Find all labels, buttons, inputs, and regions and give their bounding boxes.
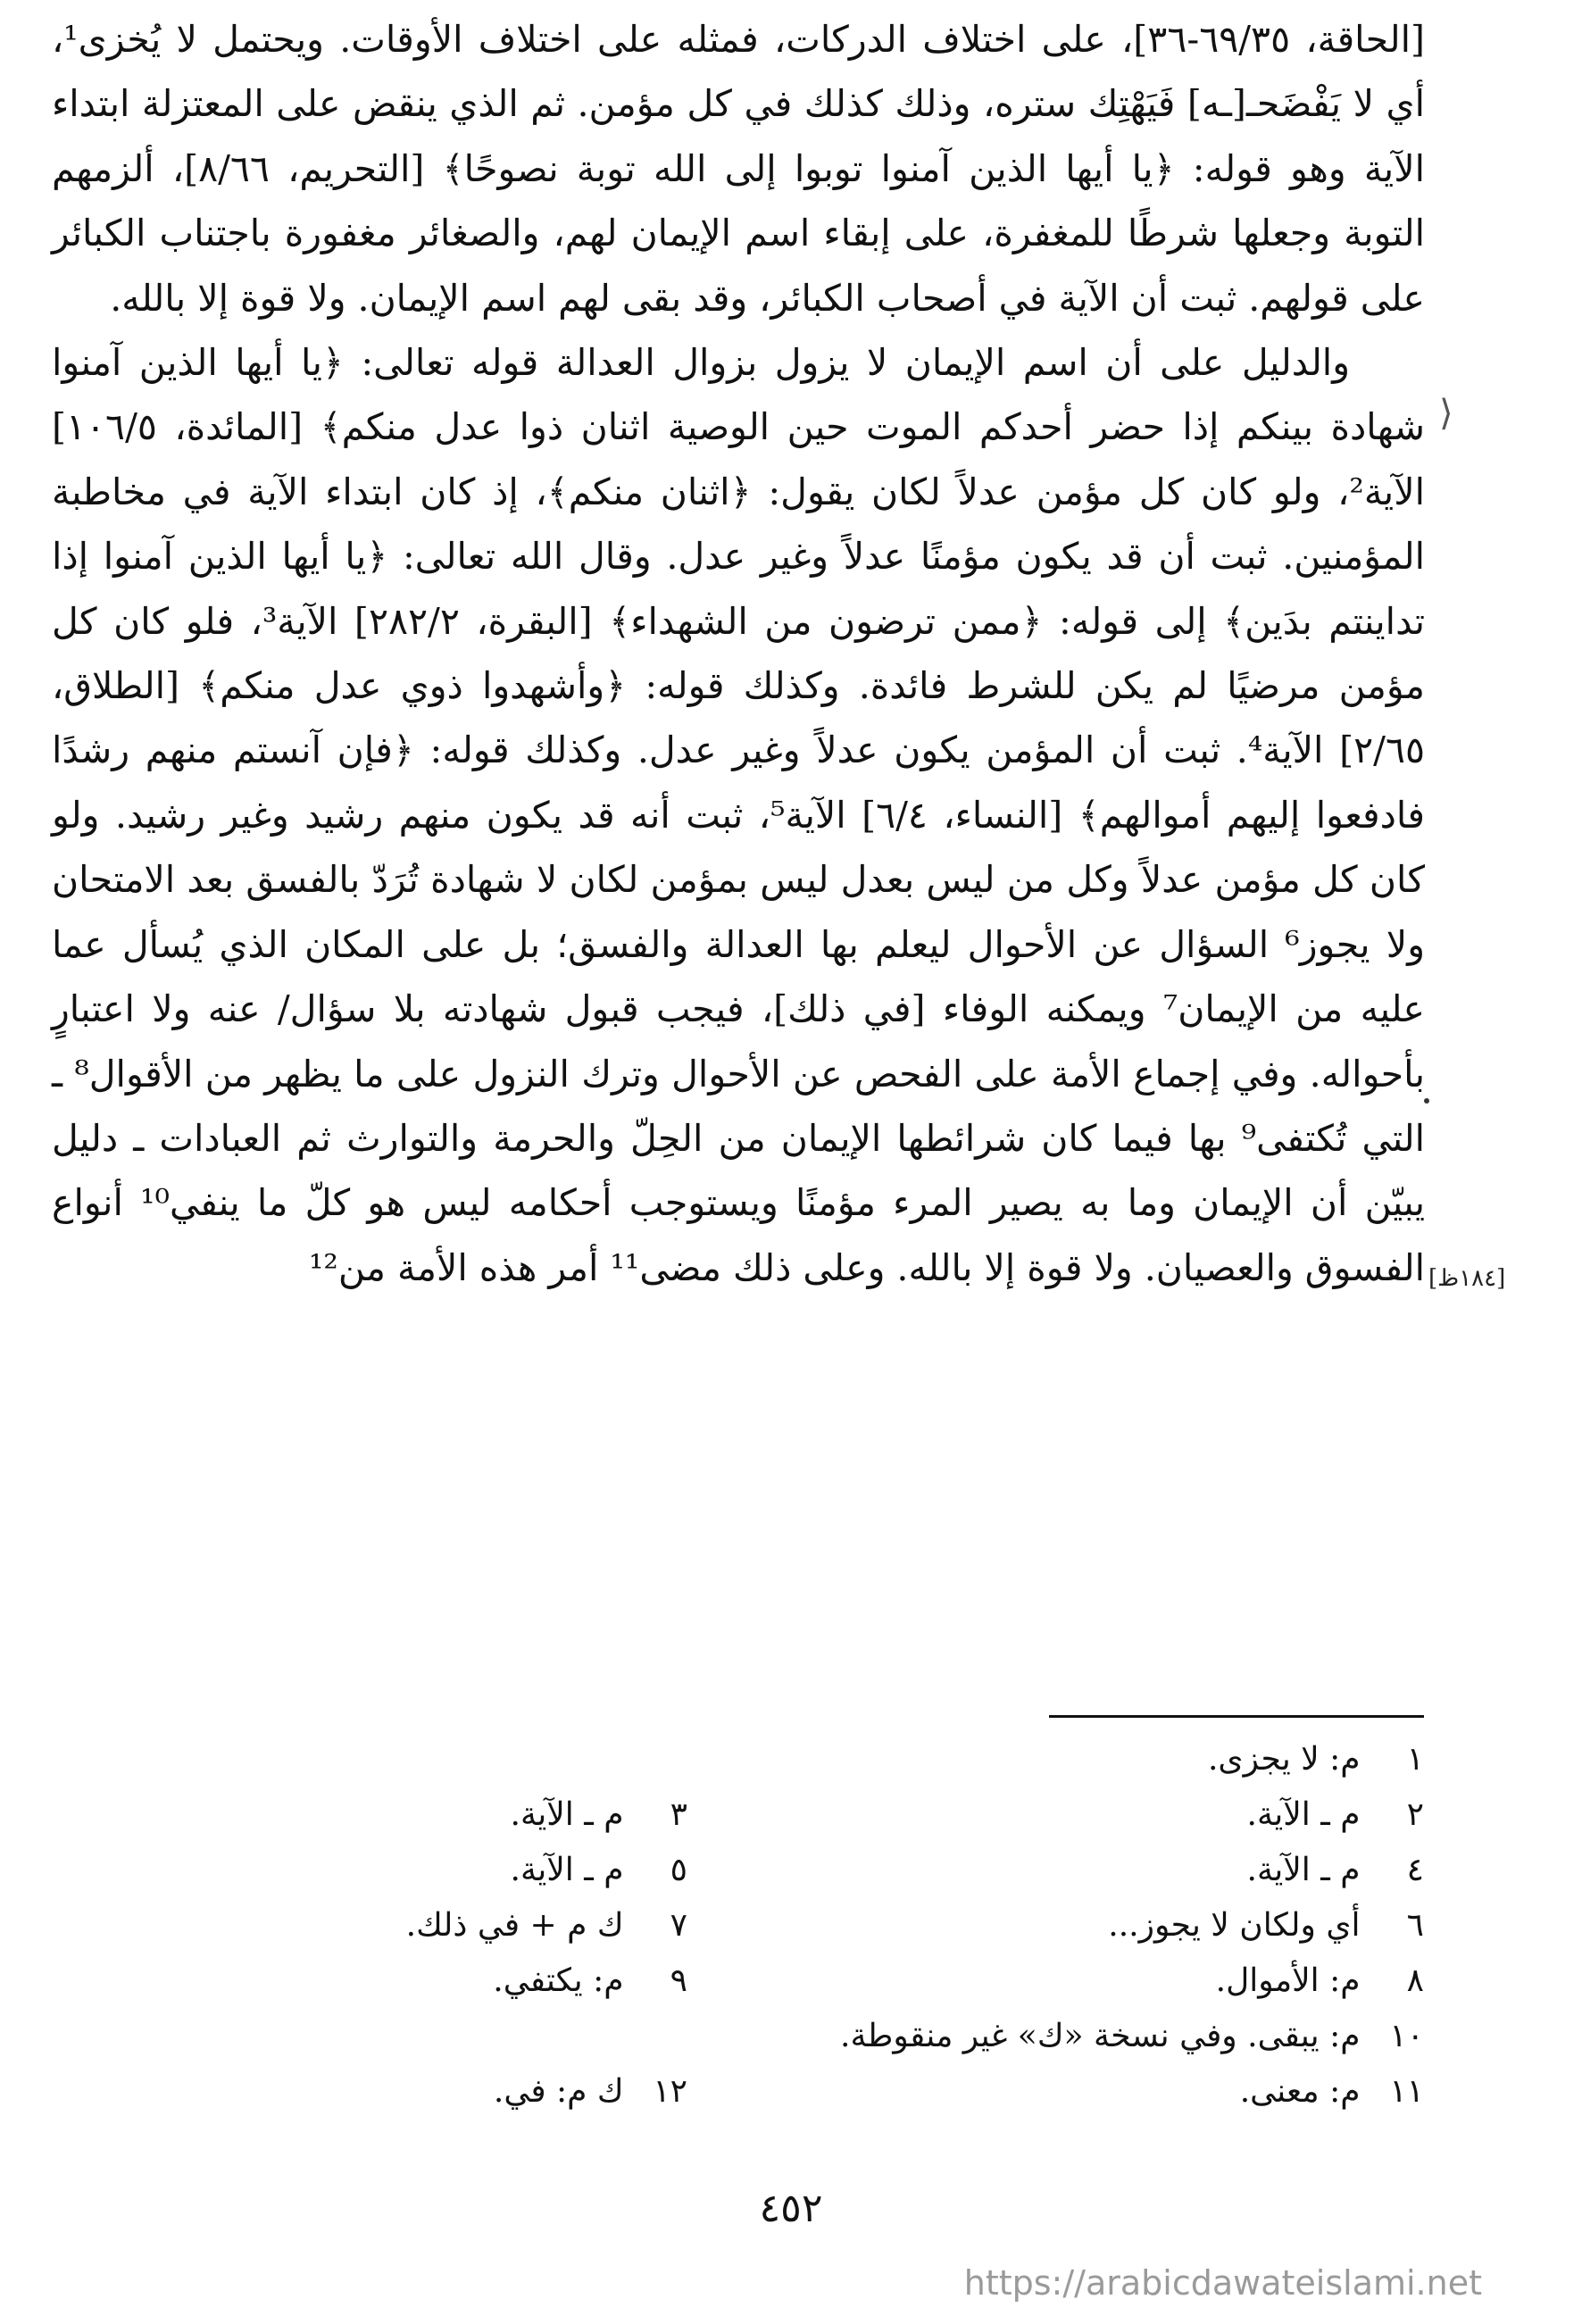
footnote-text: م ـ الآية. [1246,1796,1361,1833]
paragraph-1: [الحاقة، ٦٩/٣٥-٣٦]، على اختلاف الدركات، فمثله على اختلاف الأوقات. ويحتمل لا يُخزى¹، أي لا يَفْضَحـ[ـه] فَيَهْتِك ستره، وذلك كذلك في كل مؤمن. ثم الذي ينقض على المعتزلة ابتداء الآية وهو قوله: ﴿يا أيها الذين آمنوا توبوا إلى الله توبة نصوحًا﴾ [التحريم، ٨/٦٦]، ألزمهم التوبة وجعلها شرطًا للمغفرة، على إبقاء اسم الإيمان لهم، والصغائر مغفورة باجتناب الكبائر على قولهم. ثبت أن الآية في أصحاب الكبائر، وقد بقى لهم اسم الإيمان. ولا قوة إلا بالله. [52,18,1426,320]
footnote [696,1898,1424,1953]
footnote-text: أي ولكان لا يجوز... [1108,1907,1361,1944]
footnote-number: ١ [1406,1741,1424,1778]
footnote-text: م: يبقى. وفي نسخة «ك» غير منقوطة. [840,2018,1361,2054]
footnote-text: م: معنى. [1239,2073,1361,2110]
footnote-text: ك م: في. [493,2073,624,2110]
footnote [295,1843,687,1898]
folio-marker: [١٨٤ظ] [1428,1265,1506,1292]
footnote-text: م ـ الآية. [510,1852,624,1888]
footnote-text: ك م + في ذلك. [405,1907,624,1944]
footnote [295,1898,687,1953]
footnote-number: ١١ [1389,2073,1424,2110]
footnote-spacer [295,2009,687,2064]
margin-arrow-mark: ⟨ [1439,393,1453,434]
footnote [696,2064,1424,2120]
page-number: ٤٥٢ [759,2186,823,2231]
footnotes-right-column [696,1732,1424,2120]
main-text [52,7,1425,1300]
footnotes-left-column [295,1787,687,2120]
footnote-number: ٣ [670,1796,687,1833]
paragraph-2: والدليل على أن اسم الإيمان لا يزول بزوال العدالة قوله تعالى: ﴿يا أيها الذين آمنوا شهادة بينكم إذا حضر أحدكم الموت حين الوصية اثنان ذوا عدل منكم﴾ [المائدة، ١٠٦/٥] الآية²، ولو كان كل مؤمن عدلاً لكان يقول: ﴿اثنان منكم﴾، إذ كان ابتداء الآية في مخاطبة المؤمنين. ثبت أن قد يكون مؤمنًا عدلاً وغير عدل. وقال الله تعالى: ﴿يا أيها الذين آمنوا إذا تداينتم بدَين﴾ إلى قوله: ﴿ممن ترضون من الشهداء﴾ [البقرة، ٢٨٢/٢] الآية³، فلو كان كل مؤمن مرضيًا لم يكن للشرط فائدة. وكذلك قوله: ﴿وأشهدوا ذوي عدل منكم﴾ [الطلاق، ٢/٦٥] الآية⁴. ثبت أن المؤمن يكون عدلاً وغير عدل. وكذلك قوله: ﴿فإن آنستم منهم رشدًا فادفعوا إليهم أموالهم﴾ [النساء، ٦/٤] الآية⁵، ثبت أنه قد يكون منهم رشيد وغير رشيد. ولو كان كل مؤمن عدلاً وكل من ليس بعدل ليس بمؤمن لكان لا شهادة تُرَدّ بالفسق بعد الامتحان ولا يجوز⁶ السؤال عن الأحوال ليعلم بها العدالة والفسق؛ بل على المكان الذي يُسأل عما عليه من الإيمان⁷ ويمكنه الوفاء [في ذلك]، فيجب قبول شهادته بلا سؤال/ عنه ولا اعتبارٍ بأحواله. وفي إجماع الأمة على الفحص عن الأحوال وترك النزول على ما يظهر من الأقوال⁸ ـ التي تُكتفى⁹ بها فيما كان شرائطها الإيمان من الحِلّ والحرمة والتوارث ثم العبادات ـ دليل يبيّن أن الإيمان وما به يصير المرء مؤمنًا ويستوجب أحكامه ليس هو كلّ ما ينفي¹⁰ أنواع الفسوق والعصيان. ولا قوة إلا بالله. وعلى ذلك مضى¹¹ أمر هذه الأمة من¹² [52,341,1426,1289]
footnote-number: ١٠ [1389,2018,1424,2054]
footnote-text: م: لا يجزى. [1207,1741,1361,1778]
footnote-number: ٢ [1406,1796,1424,1833]
footnote [696,2009,1424,2064]
footnote [696,1787,1424,1843]
footnote-text: م ـ الآية. [1246,1852,1361,1888]
margin-dot [1424,1098,1429,1104]
footnote-number: ١٢ [653,2073,687,2110]
footnote [295,2064,687,2120]
footnote [696,1953,1424,2009]
footnote-text: م: يكتفي. [493,1962,624,1999]
footnote-text: م: الأموال. [1215,1962,1361,1999]
footnote-separator [1049,1715,1424,1718]
footnote-number: ٤ [1406,1852,1424,1888]
footnote-number: ٦ [1406,1907,1424,1944]
footnote-text: م ـ الآية. [510,1796,624,1833]
watermark-url: https://arabicdawateislami.net [963,2263,1482,2303]
footnote-number: ٥ [670,1852,687,1888]
footnote [295,1787,687,1843]
footnote-number: ٧ [670,1907,687,1944]
footnote [696,1843,1424,1898]
footnote [295,1953,687,2009]
footnote [696,1732,1424,1787]
footnote-number: ٩ [670,1962,687,1999]
footnote-number: ٨ [1406,1962,1424,1999]
